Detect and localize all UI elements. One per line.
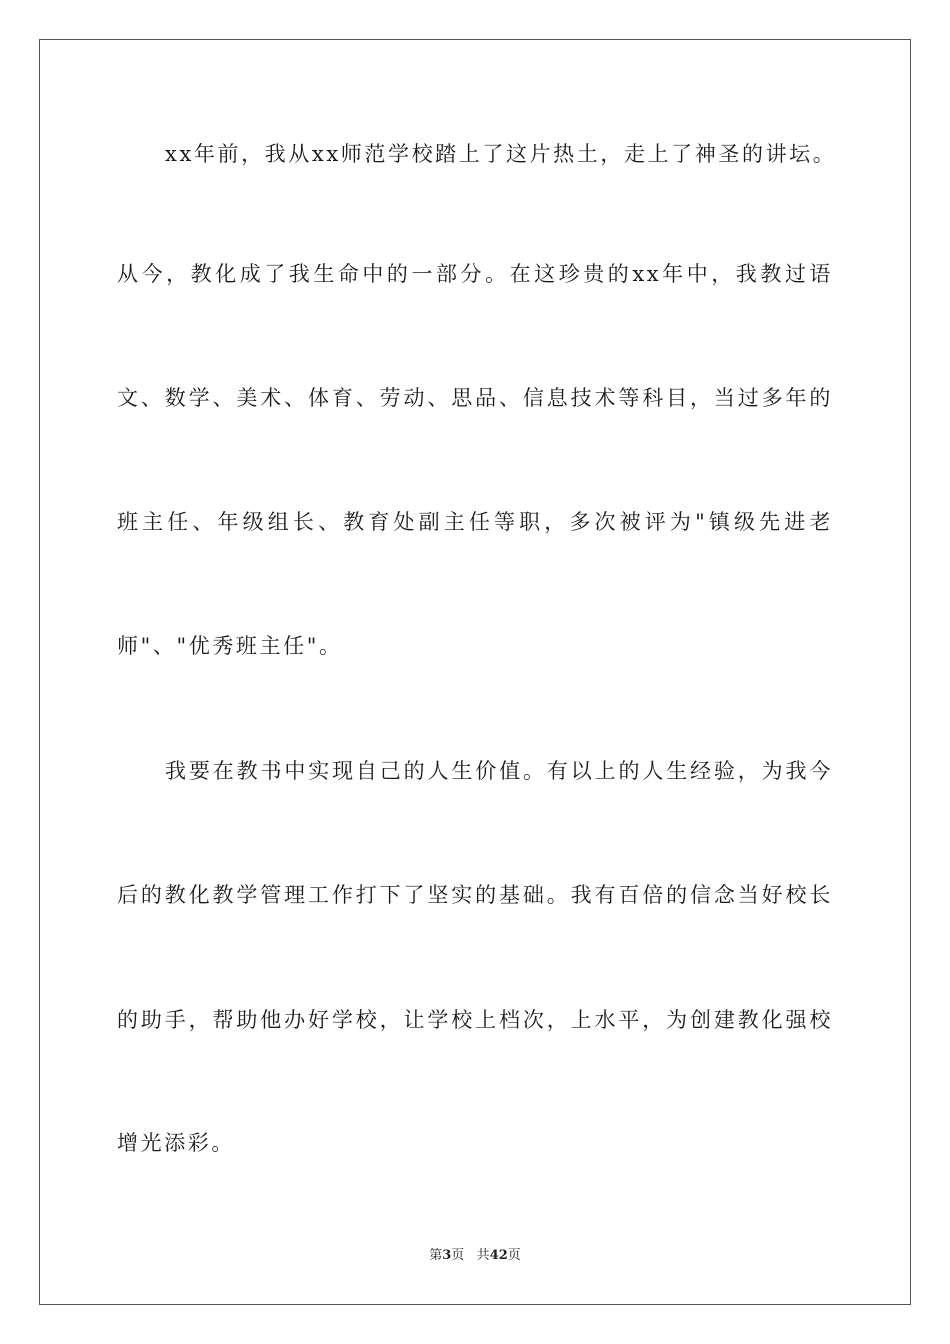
total-suffix: 页 <box>507 1248 521 1263</box>
page-border <box>39 39 911 1305</box>
page-suffix: 页 <box>451 1248 465 1263</box>
paragraph-1-line-4: 班主任、年级组长、教育处副主任等职，多次被评为"镇级先进老 <box>117 510 833 534</box>
paragraph-2-line-2: 后的教化教学管理工作打下了坚实的基础。我有百倍的信念当好校长 <box>117 883 833 907</box>
paragraph-2-line-4: 增光添彩。 <box>117 1131 235 1155</box>
page-prefix: 第 <box>429 1248 443 1263</box>
paragraph-1-line-2: 从今，教化成了我生命中的一部分。在这珍贵的xx年中，我教过语 <box>117 262 833 286</box>
page-footer <box>0 1247 950 1265</box>
paragraph-1-line-1: xx年前，我从xx师范学校踏上了这片热土，走上了神圣的讲坛。 <box>165 142 837 166</box>
total-pages: 42 <box>489 1248 508 1263</box>
paragraph-1-line-3: 文、数学、美术、体育、劳动、思品、信息技术等科目，当过多年的 <box>117 386 833 410</box>
paragraph-1-line-5: 师"、"优秀班主任"。 <box>117 634 343 658</box>
page-number: 3 <box>442 1248 452 1263</box>
paragraph-2-line-3: 的助手，帮助他办好学校，让学校上档次，上水平，为创建教化强校 <box>117 1008 833 1032</box>
total-prefix: 共 <box>476 1248 490 1263</box>
paragraph-2-line-1: 我要在教书中实现自己的人生价值。有以上的人生经验，为我今 <box>165 759 833 783</box>
